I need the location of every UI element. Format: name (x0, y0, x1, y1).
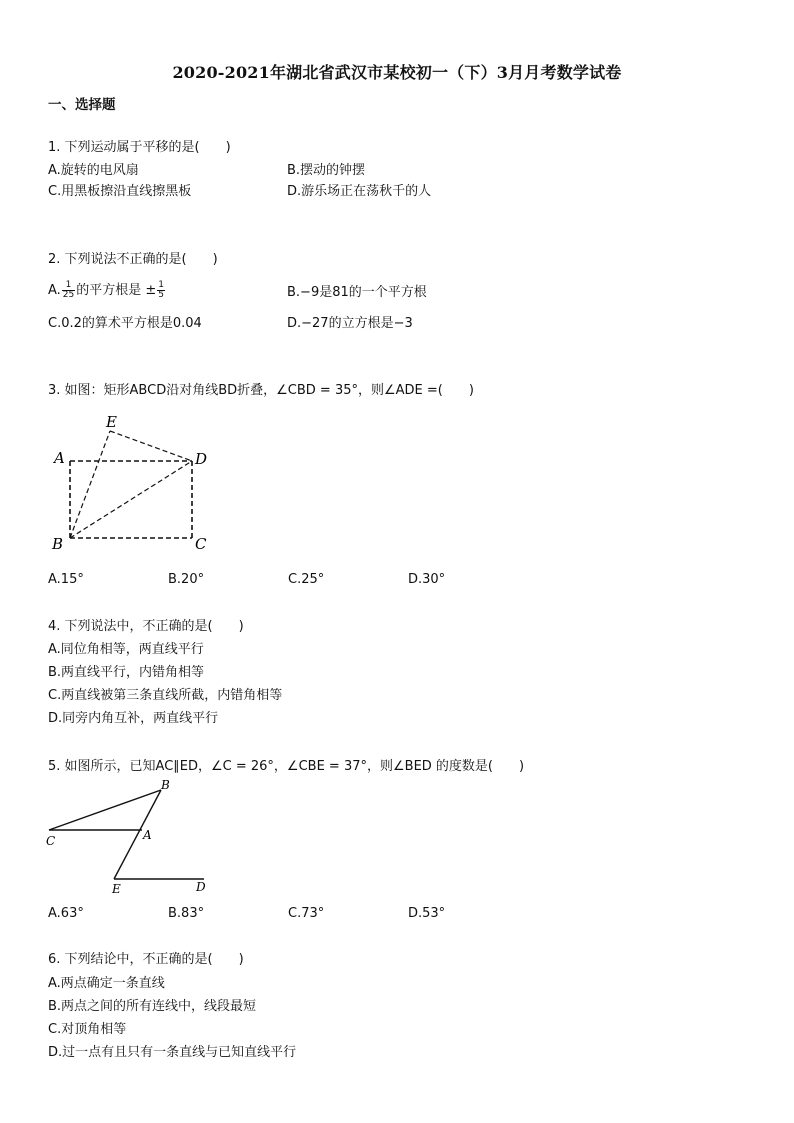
question-5-option-c: C.73° (288, 906, 325, 921)
option-a-prefix: A. (48, 283, 61, 298)
question-2-stem: 2. 下列说法不正确的是( ) (48, 252, 218, 267)
question-4-stem: 4. 下列说法中，不正确的是( ) (48, 619, 244, 634)
label-b: B (161, 778, 170, 792)
question-1-option-c: C.用黑板擦沿直线擦黑板 (48, 184, 192, 199)
figure-rectangle-fold (40, 405, 230, 555)
question-2-option-c: C.0.2的算术平方根是0.04 (48, 316, 202, 331)
question-3-option-c: C.25° (288, 572, 325, 587)
segment-ed (110, 431, 192, 461)
question-3-stem: 3. 如图：矩形ABCD沿对角线BD折叠，∠CBD = 35°，则∠ADE =( ) (48, 383, 474, 398)
question-3-option-d: D.30° (408, 572, 446, 587)
fraction-numerator: 1 (158, 280, 165, 290)
segment-be (114, 790, 161, 879)
option-a-middle-text: 的平方根是 ± (76, 283, 157, 298)
segment-be (70, 431, 110, 538)
exam-title: 2020-2021年湖北省武汉市某校初一（下）3月月考数学试卷 (172, 63, 622, 82)
figure-parallel-lines (40, 775, 230, 900)
label-a: A (54, 449, 65, 467)
label-e: E (112, 882, 121, 896)
question-3-option-b: B.20° (168, 572, 205, 587)
label-c: C (195, 535, 207, 553)
question-2-option-a (48, 281, 166, 300)
question-4-option-c: C.两直线被第三条直线所截，内错角相等 (48, 688, 283, 703)
label-b: B (52, 535, 64, 553)
segment-cb (49, 790, 161, 830)
question-6-option-a: A.两点确定一条直线 (48, 976, 165, 991)
label-e: E (106, 413, 117, 431)
label-a: A (143, 828, 152, 842)
fraction-one-5th (157, 281, 165, 300)
fraction-denominator: 25 (62, 290, 75, 300)
question-1-option-d: D.游乐场正在荡秋千的人 (287, 184, 432, 199)
label-d: D (196, 880, 206, 894)
question-5-stem: 5. 如图所示，已知AC∥ED，∠C = 26°，∠CBE = 37°，则∠BED 的度数是( ) (48, 759, 525, 774)
question-6-option-b: B.两点之间的所有连线中，线段最短 (48, 999, 257, 1014)
segment-bd (70, 461, 192, 538)
fraction-denominator: 5 (158, 290, 165, 300)
question-4-option-b: B.两直线平行，内错角相等 (48, 665, 205, 680)
question-4-option-d: D.同旁内角互补，两直线平行 (48, 711, 219, 726)
question-6-stem: 6. 下列结论中，不正确的是( ) (48, 952, 244, 967)
fraction-numerator: 1 (62, 281, 75, 291)
question-2-option-d: D.−27的立方根是−3 (287, 316, 413, 331)
fraction-one-25th (62, 281, 75, 300)
question-5-option-a: A.63° (48, 906, 84, 921)
question-1-option-a: A.旋转的电风扇 (48, 163, 139, 178)
question-2-option-b: B.−9是81的一个平方根 (287, 285, 427, 300)
question-5-option-d: D.53° (408, 906, 446, 921)
question-5-option-b: B.83° (168, 906, 205, 921)
question-3-option-a: A.15° (48, 572, 84, 587)
section-heading: 一、选择题 (48, 97, 116, 113)
question-4-option-a: A.同位角相等，两直线平行 (48, 642, 204, 657)
label-d: D (195, 450, 208, 468)
question-6-option-c: C.对顶角相等 (48, 1022, 127, 1037)
question-1-stem: 1. 下列运动属于平移的是( ) (48, 140, 231, 155)
question-1-option-b: B.摆动的钟摆 (287, 163, 366, 178)
label-c: C (46, 834, 56, 848)
question-6-option-d: D.过一点有且只有一条直线与已知直线平行 (48, 1045, 297, 1060)
